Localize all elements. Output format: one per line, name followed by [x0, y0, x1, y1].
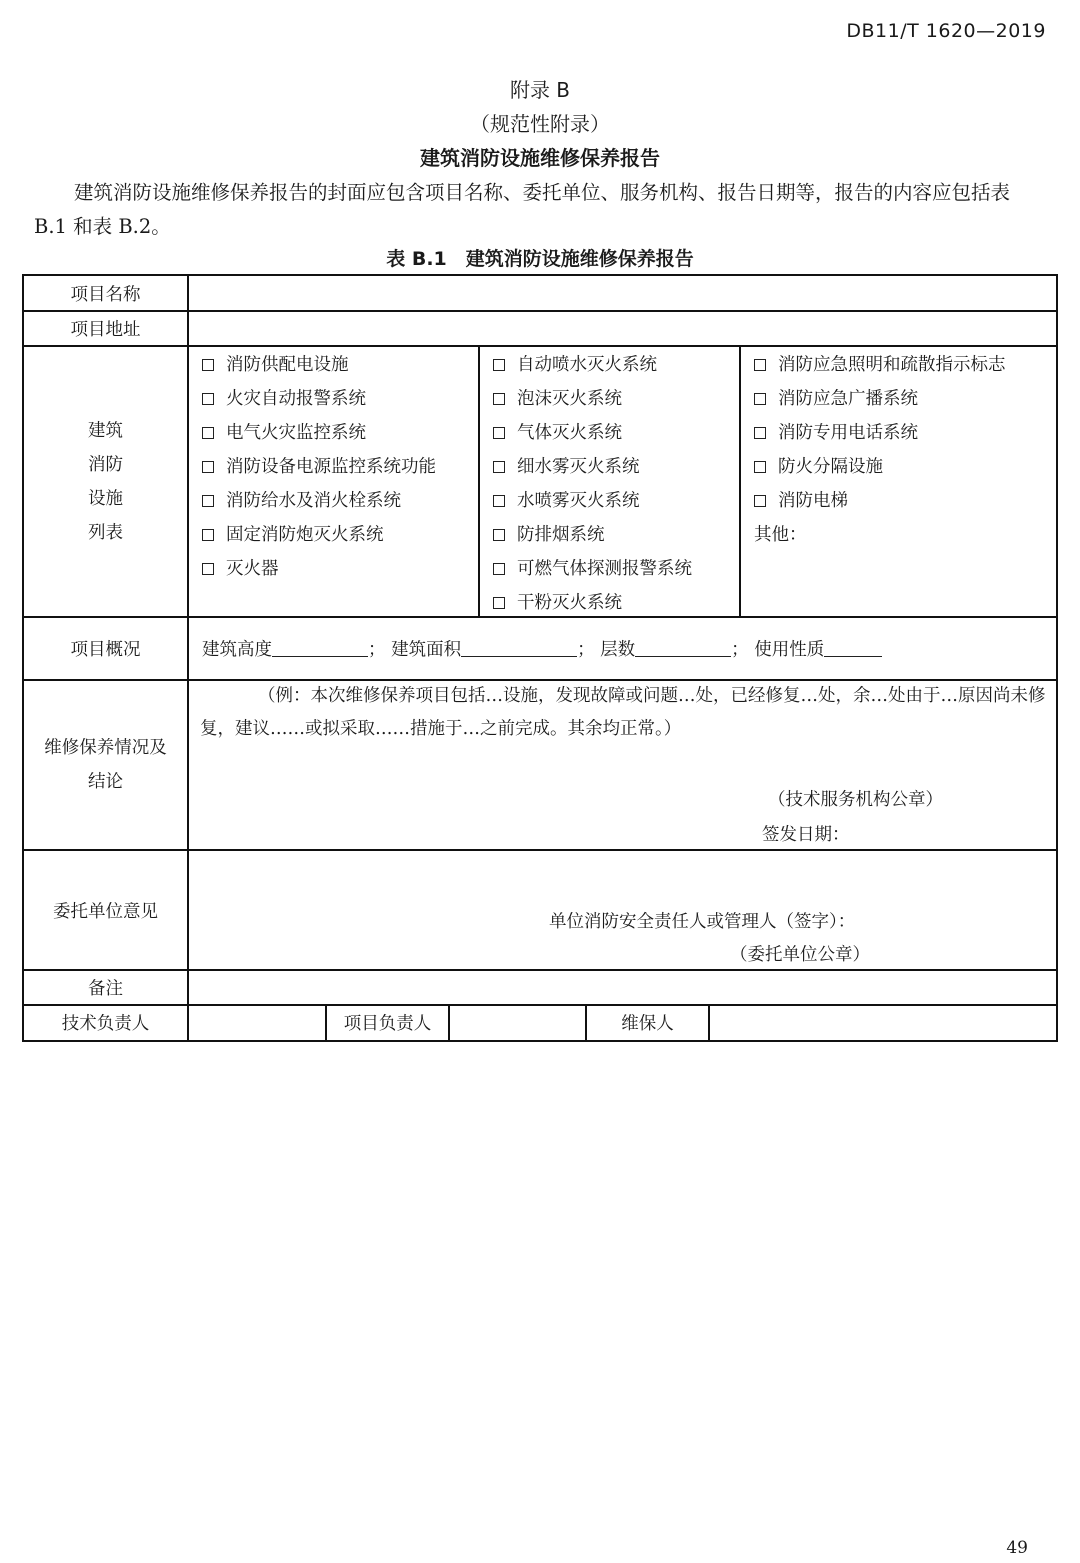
checkbox-icon[interactable]: [493, 393, 505, 405]
facility-label-3: 设施: [88, 488, 123, 509]
project-lead-label: 项目负责人: [343, 1014, 432, 1034]
facility-item[interactable]: [493, 518, 692, 552]
facility-item[interactable]: [493, 348, 692, 382]
separator: ；: [577, 640, 595, 660]
checkbox-icon[interactable]: [202, 563, 214, 575]
building-height-label: 建筑高度: [202, 640, 272, 660]
facility-item[interactable]: [754, 382, 1006, 416]
facility-label-1: 建筑: [88, 420, 123, 441]
facility-item[interactable]: [754, 450, 1006, 484]
checkbox-icon[interactable]: [493, 529, 505, 541]
checkbox-icon[interactable]: [493, 563, 505, 575]
facility-item[interactable]: [202, 518, 436, 552]
facility-item[interactable]: [202, 450, 436, 484]
facility-item[interactable]: [493, 552, 692, 586]
report-table: [22, 274, 1058, 1042]
facility-item-label: 消防给水及消火栓系统: [226, 491, 401, 511]
facility-item-label: 消防应急照明和疏散指示标志: [778, 355, 1006, 375]
checkbox-icon[interactable]: [202, 461, 214, 473]
checkbox-icon[interactable]: [754, 495, 766, 507]
checkbox-icon[interactable]: [493, 427, 505, 439]
maintenance-text: （例：本次维修保养项目包括…设施，发现故障或问题…处，已经修复…处，余…处由于…原因尚未修复，建议……或拟采取……措施于…之前完成。其余均正常。）: [200, 686, 1046, 739]
facility-item-label: 固定消防炮灭火系统: [226, 525, 384, 545]
facility-item-label: 细水雾灭火系统: [517, 457, 640, 477]
checkbox-icon[interactable]: [754, 393, 766, 405]
client-opinion-label: 委托单位意见: [53, 901, 158, 922]
facility-item-label: 防排烟系统: [517, 525, 605, 545]
floors-field[interactable]: [635, 636, 731, 657]
facility-column-1: [202, 348, 436, 586]
separator: ；: [731, 640, 749, 660]
facility-item[interactable]: [493, 382, 692, 416]
checkbox-icon[interactable]: [493, 461, 505, 473]
facility-item-label: 干粉灭火系统: [517, 593, 622, 613]
project-name-field[interactable]: [189, 276, 1056, 310]
facility-item-label: 电气火灾监控系统: [226, 423, 366, 443]
facility-item-label: 泡沫灭火系统: [517, 389, 622, 409]
facility-item[interactable]: [202, 484, 436, 518]
facility-other[interactable]: 其他：: [754, 525, 807, 545]
project-name-label: 项目名称: [70, 284, 141, 305]
facility-item[interactable]: [493, 484, 692, 518]
issue-date-label: 签发日期：: [762, 825, 850, 845]
facility-item[interactable]: [493, 416, 692, 450]
facility-item[interactable]: [754, 348, 1006, 382]
separator: ；: [368, 640, 386, 660]
maintenance-label: [24, 681, 187, 849]
building-area-field[interactable]: [461, 636, 577, 657]
facility-item-label: 可燃气体探测报警系统: [517, 559, 692, 579]
project-address-label: 项目地址: [70, 320, 141, 340]
maintenance-label-line-2: 结论: [88, 772, 123, 792]
checkbox-icon[interactable]: [493, 359, 505, 371]
maintainer-label: 维保人: [621, 1014, 674, 1034]
service-seal: （技术服务机构公章）: [768, 790, 943, 810]
intro-paragraph: 建筑消防设施维修保养报告的封面应包含项目名称、委托单位、服务机构、报告日期等，报告的内容应包括表 B.1 和表 B.2。: [34, 181, 1011, 238]
checkbox-icon[interactable]: [202, 359, 214, 371]
client-seal: （委托单位公章）: [730, 945, 870, 965]
facility-item-label: 气体灭火系统: [517, 423, 622, 443]
facility-label-2: 消防: [88, 454, 123, 475]
project-address-field[interactable]: [189, 312, 1056, 345]
facility-item[interactable]: [202, 416, 436, 450]
facility-item-label: 消防电梯: [778, 491, 848, 511]
facility-item-label: 防火分隔设施: [778, 457, 883, 477]
facility-item-label: 消防应急广播系统: [778, 389, 918, 409]
normative-note: （规范性附录）: [470, 112, 610, 136]
checkbox-icon[interactable]: [493, 597, 505, 609]
usage-field[interactable]: [824, 636, 882, 657]
remarks-label: 备注: [88, 979, 123, 999]
appendix-heading: 附录 B: [509, 78, 571, 102]
facility-column-3: [754, 348, 1006, 552]
facility-label-4: 列表: [88, 522, 123, 543]
facility-item[interactable]: [202, 382, 436, 416]
checkbox-icon[interactable]: [754, 359, 766, 371]
tech-lead-label: 技术负责人: [61, 1014, 150, 1034]
facility-item-label: 消防设备电源监控系统功能: [226, 457, 436, 477]
page-number: 49: [1006, 1538, 1028, 1558]
checkbox-icon[interactable]: [754, 427, 766, 439]
building-area-label: 建筑面积: [391, 640, 462, 660]
floors-label: 层数: [600, 640, 636, 660]
checkbox-icon[interactable]: [202, 427, 214, 439]
checkbox-icon[interactable]: [202, 393, 214, 405]
facility-item-label: 灭火器: [226, 559, 279, 579]
building-height-field[interactable]: [272, 636, 368, 657]
facility-list-label: [24, 347, 187, 616]
table-caption: 表 B.1 建筑消防设施维修保养报告: [386, 248, 694, 270]
overview-fields: [202, 618, 882, 682]
facility-item[interactable]: [754, 484, 1006, 518]
facility-item-label: 自动喷水灭火系统: [517, 355, 657, 375]
facility-item-label: 消防供配电设施: [226, 355, 349, 375]
tech-lead-field[interactable]: [189, 1006, 325, 1039]
checkbox-icon[interactable]: [754, 461, 766, 473]
facility-item[interactable]: [202, 348, 436, 382]
facility-item-label: 消防专用电话系统: [778, 423, 918, 443]
document-title: 建筑消防设施维修保养报告: [420, 146, 660, 170]
usage-label: 使用性质: [754, 640, 825, 660]
facility-item[interactable]: [754, 416, 1006, 450]
facility-item[interactable]: [493, 450, 692, 484]
maintainer-field[interactable]: [710, 1006, 1056, 1039]
checkbox-icon[interactable]: [493, 495, 505, 507]
checkbox-icon[interactable]: [202, 495, 214, 507]
checkbox-icon[interactable]: [202, 529, 214, 541]
standard-code: DB11/T 1620—2019: [846, 20, 1046, 42]
facility-item-label: 火灾自动报警系统: [226, 389, 366, 409]
remarks-field[interactable]: [189, 971, 1056, 1004]
facility-item[interactable]: [493, 586, 692, 620]
facility-item[interactable]: [202, 552, 436, 586]
facility-item-label: 水喷雾灭火系统: [517, 491, 640, 511]
overview-label: 项目概况: [70, 640, 141, 660]
facility-column-2: [493, 348, 692, 620]
client-signature-label: 单位消防安全责任人或管理人（签字）：: [549, 912, 856, 932]
project-lead-field[interactable]: [450, 1006, 585, 1039]
maintenance-label-line-1: 维修保养情况及: [44, 738, 167, 758]
